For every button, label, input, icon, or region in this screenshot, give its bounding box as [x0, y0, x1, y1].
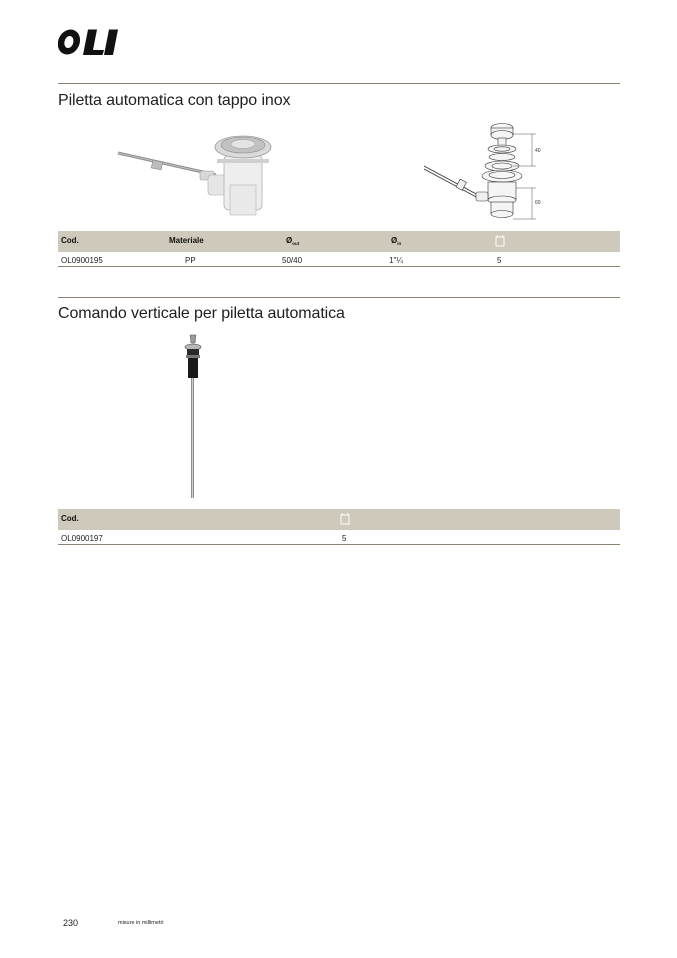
- col-header-diameter-in: $Ø_{in}$: [391, 236, 402, 246]
- dimension-label: 60: [535, 200, 541, 206]
- cell-diameter-in: 1"¼: [389, 256, 403, 265]
- cell-materiale: PP: [185, 256, 196, 265]
- section-title: Comando verticale per piletta automatica: [58, 305, 345, 322]
- table-row: [58, 531, 620, 545]
- package-icon: [340, 513, 350, 525]
- table-header: [58, 509, 620, 530]
- table-row: [58, 253, 620, 267]
- cell-diameter-out: 50/40: [282, 256, 303, 265]
- footer-note: misure in millimetri: [118, 920, 164, 926]
- col-header-materiale: Materiale: [169, 236, 204, 245]
- piletta-photo: [112, 125, 292, 220]
- table-header: [58, 231, 620, 252]
- cell-pack: 5: [497, 256, 502, 265]
- section-divider: [58, 83, 620, 84]
- page-number: 230: [63, 918, 79, 928]
- col-header-diameter-out: $Ø_{out}$: [286, 236, 300, 246]
- cell-pack: 5: [342, 534, 347, 543]
- oli-logo: [58, 27, 124, 57]
- col-header-cod: Cod.: [61, 236, 79, 245]
- package-icon: [495, 235, 505, 247]
- section-title: Piletta automatica con tappo inox: [58, 92, 291, 109]
- piletta-technical-drawing: [420, 118, 550, 224]
- cell-cod: OL0900197: [61, 534, 103, 543]
- dimension-label: 40: [535, 148, 541, 154]
- comando-verticale-photo: [178, 333, 208, 503]
- cell-cod: OL0900195: [61, 256, 103, 265]
- section-divider: [58, 297, 620, 298]
- col-header-cod: Cod.: [61, 514, 79, 523]
